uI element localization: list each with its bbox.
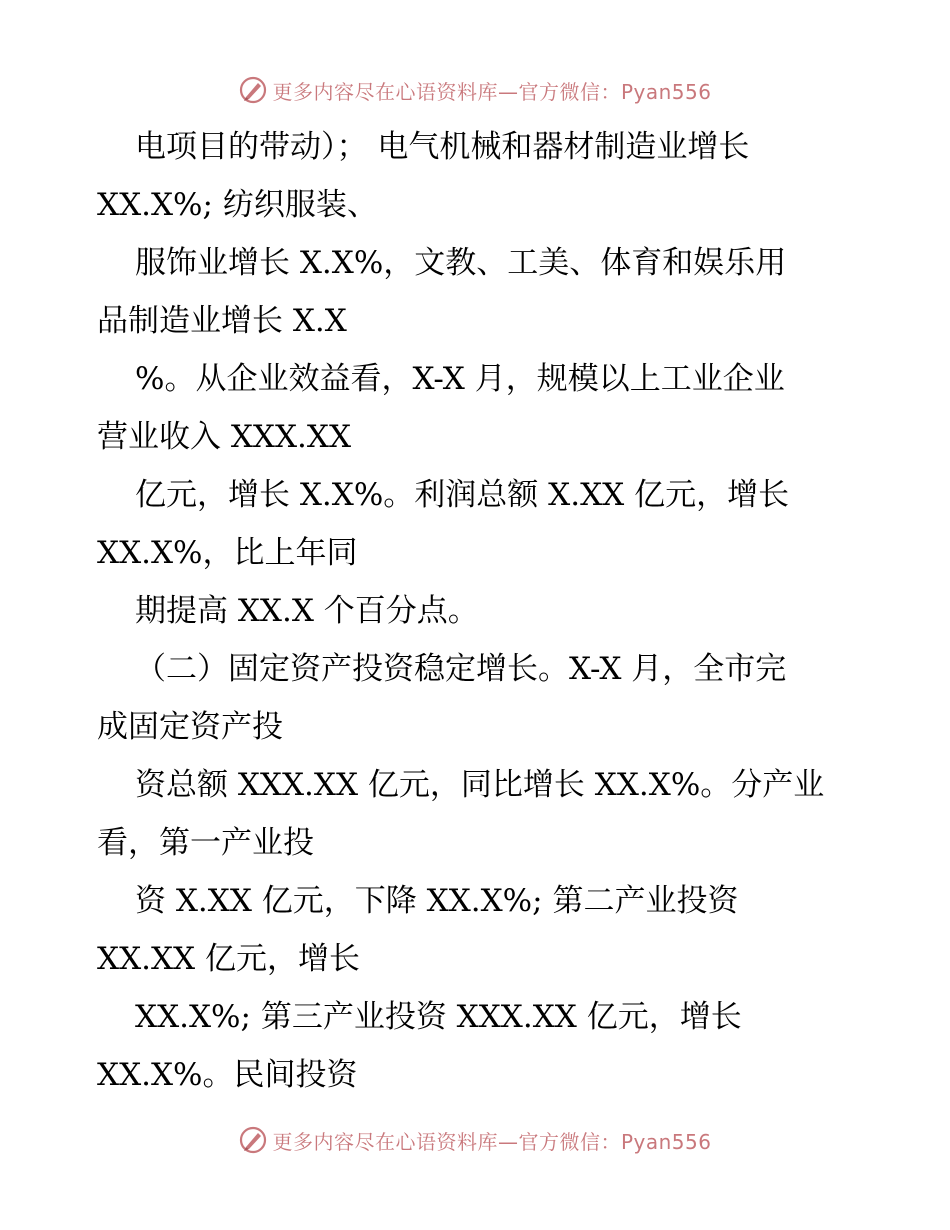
text-line-9: 期提高 XX.X 个百分点。 [135, 593, 479, 629]
text-line-4: 品制造业增长 X.X [97, 303, 347, 339]
header-watermark [0, 70, 950, 110]
text-line-16: XX.X%; 第三产业投资 XXX.XX 亿元，增长 [135, 999, 742, 1035]
text-line-11: 成固定资产投 [97, 709, 283, 745]
text-line-15: XX.XX 亿元，增长 [97, 941, 360, 977]
text-line-7: 亿元，增长 X.X%。利润总额 X.XX 亿元，增长 [135, 477, 790, 513]
watermark-text: 更多内容尽在心语资料库—官方微信：Pyan556 [272, 1129, 712, 1154]
pen-logo-icon [238, 1125, 268, 1155]
watermark-text: 更多内容尽在心语资料库—官方微信：Pyan556 [272, 79, 712, 104]
text-line-6: 营业收入 XXX.XX [97, 419, 352, 455]
text-line-17: XX.X%。民间投资 [97, 1057, 358, 1093]
document-body [97, 118, 887, 1104]
footer-watermark [0, 1120, 950, 1160]
pen-logo-icon [238, 75, 268, 105]
text-line-5: %。从企业效益看，X-X 月，规模以上工业企业 [135, 361, 785, 397]
text-line-14: 资 X.XX 亿元，下降 XX.X%; 第二产业投资 [135, 883, 739, 919]
text-line-12: 资总额 XXX.XX 亿元，同比增长 XX.X%。分产业 [135, 767, 825, 803]
text-line-2: XX.X%; 纺织服装、 [97, 187, 378, 223]
text-line-8: XX.X%，比上年同 [97, 535, 358, 571]
text-line-10: （二）固定资产投资稳定增长。X-X 月，全市完 [135, 651, 787, 687]
text-line-13: 看，第一产业投 [97, 825, 314, 861]
text-line-3: 服饰业增长 X.X%，文教、工美、体育和娱乐用 [135, 245, 787, 281]
text-line-1: 电项目的带动）； 电气机械和器材制造业增长 [135, 129, 750, 165]
